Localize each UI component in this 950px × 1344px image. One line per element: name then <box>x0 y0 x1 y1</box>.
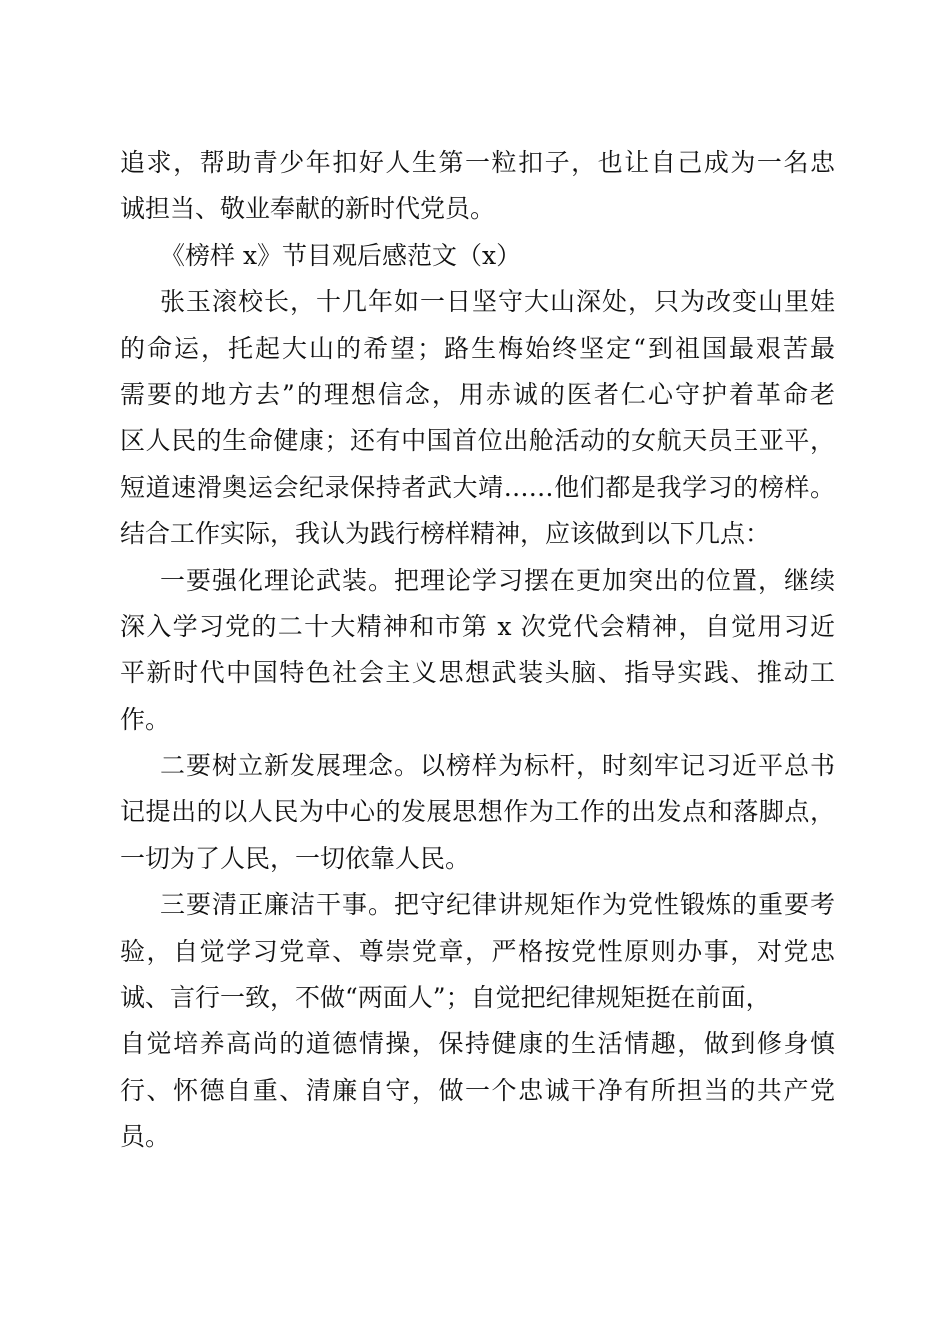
text-line: 作。 <box>120 704 171 734</box>
document-body <box>120 140 835 1161</box>
text-line: 行、怀德自重、清廉自守，做一个忠诚干净有所担当的共产党 <box>120 1075 835 1105</box>
text-line: 张玉滚校长，十几年如一日坚守大山深处，只为改变山里娃 <box>160 287 835 317</box>
text-line: 区人民的生命健康；还有中国首位出舱活动的女航天员王亚平， <box>120 426 835 456</box>
text-line: 验，自觉学习党章、尊崇党章，严格按党性原则办事，对党忠 <box>120 936 835 966</box>
text-line: 需要的地方去”的理想信念，用赤诚的医者仁心守护着革命老 <box>120 379 835 409</box>
text-line: 一要强化理论武装。把理论学习摆在更加突出的位置，继续 <box>160 565 835 595</box>
paragraph-point-one <box>120 558 835 744</box>
text-line: 二要树立新发展理念。以榜样为标杆，时刻牢记习近平总书 <box>160 751 835 781</box>
paragraph-point-three <box>120 882 835 1160</box>
text-line: 一切为了人民，一切依靠人民。 <box>120 843 471 873</box>
text-line: 诚、言行一致，不做“两面人”；自觉把纪律规矩挺在前面， <box>120 983 771 1013</box>
paragraph-role-models <box>120 279 835 557</box>
section-title-text: 《榜样 x》节目观后感范文（x） <box>160 240 522 270</box>
text-line: 自觉培养高尚的道德情操，保持健康的生活情趣，做到修身慎 <box>120 1029 835 1059</box>
text-line: 员。 <box>120 1122 171 1152</box>
section-title <box>120 233 835 279</box>
paragraph-point-two <box>120 743 835 882</box>
text-line: 记提出的以人民为中心的发展思想作为工作的出发点和落脚点， <box>120 797 835 827</box>
text-line: 短道速滑奥运会纪录保持者武大靖……他们都是我学习的榜样。 <box>120 472 835 502</box>
text-line: 的命运，托起大山的希望；路生梅始终坚定“到祖国最艰苦最 <box>120 333 835 363</box>
text-line: 三要清正廉洁干事。把守纪律讲规矩作为党性锻炼的重要考 <box>160 890 835 920</box>
text-line: 结合工作实际，我认为践行榜样精神，应该做到以下几点： <box>120 519 771 549</box>
text-line: 深入学习党的二十大精神和市第 x 次党代会精神，自觉用习近 <box>120 611 835 641</box>
text-line: 平新时代中国特色社会主义思想武装头脑、指导实践、推动工 <box>120 658 835 688</box>
text-line: 追求，帮助青少年扣好人生第一粒扣子，也让自己成为一名忠 <box>120 148 835 177</box>
text-line: 诚担当、敬业奉献的新时代党员。 <box>120 194 496 224</box>
paragraph-intro-continued <box>120 140 835 233</box>
